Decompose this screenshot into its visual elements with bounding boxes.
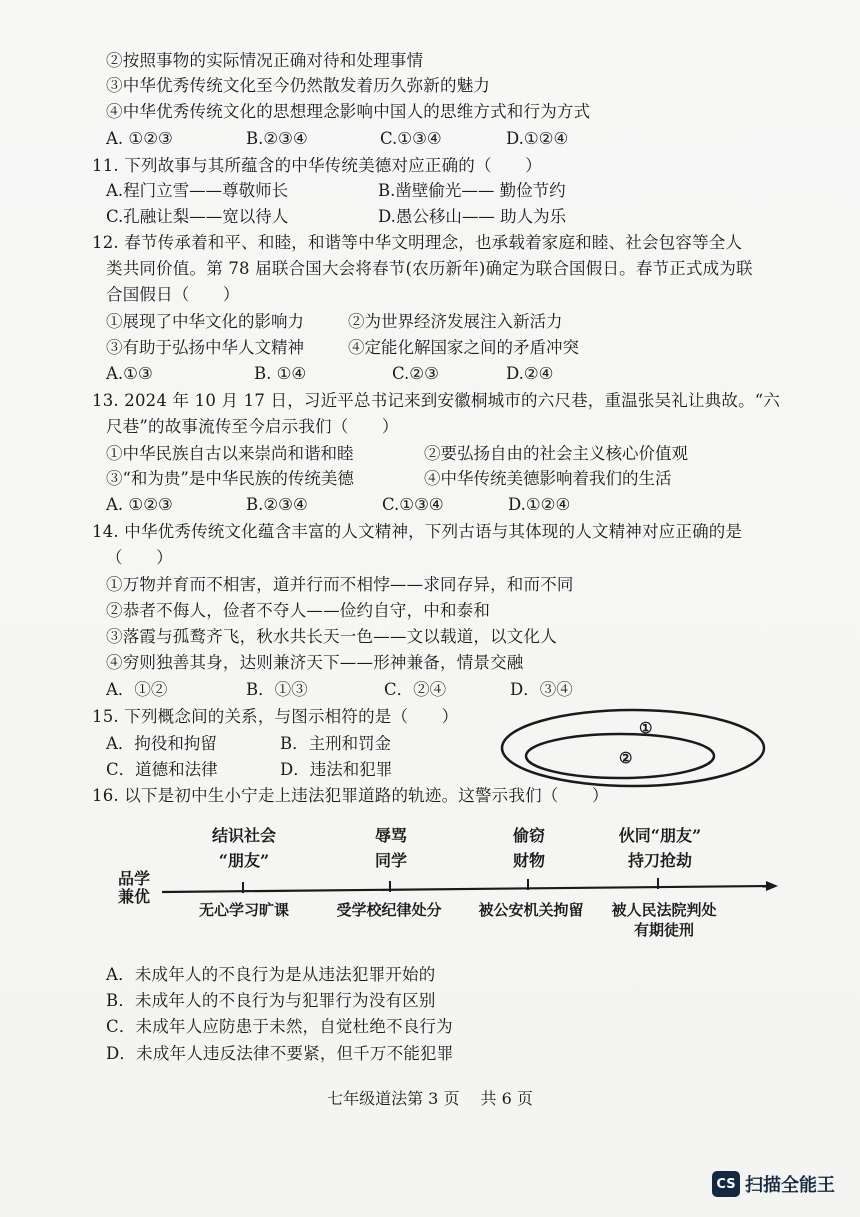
q14-option-b: B．①③ [246, 680, 308, 699]
outer-ellipse [502, 710, 764, 786]
camscanner-logo-icon: CS [712, 1171, 740, 1197]
q10-statement-3: ③中华优秀传统文化至今仍然散发着历久弥新的魅力 [106, 76, 491, 95]
q15-option-c: C．道德和法律 [106, 760, 218, 779]
timeline-stage-1-line1: 结识社会 [211, 826, 276, 845]
q12-stem-line2: 类共同价值。第 78 届联合国大会将春节(农历新年)确定为联合国假日。春节正式成为联 [106, 259, 753, 278]
timeline-stage-2-line1: 辱骂 [374, 826, 407, 845]
q16-option-a: A．未成年人的不良行为是从违法犯罪开始的 [106, 965, 436, 984]
q12-option-a: A.①③ [106, 364, 153, 383]
q14-statement-2: ②恭者不侮人，俭者不夺人——俭约自守，中和泰和 [106, 601, 491, 620]
timeline-consequence-4-line1: 被人民法院判处 [611, 901, 717, 919]
q15-stem: 15. 下列概念间的关系，与图示相符的是（ ） [92, 707, 459, 726]
q12-statement-4: ④定能化解国家之间的矛盾冲突 [348, 338, 579, 357]
q13-statement-2: ②要弘扬自由的社会主义核心价值观 [424, 444, 688, 463]
timeline-diagram [118, 820, 788, 950]
concept-diagram [498, 706, 768, 790]
q15-option-b: B．主刑和罚金 [280, 734, 392, 753]
q13-statement-4: ④中华传统美德影响着我们的生活 [424, 469, 672, 488]
q14-option-a: A．①② [106, 680, 168, 699]
q10-statement-4: ④中华优秀传统文化的思想理念影响中国人的思维方式和行为方式 [106, 102, 591, 121]
q14-statement-3: ③落霞与孤鹜齐飞，秋水共长天一色——文以载道，以文化人 [106, 627, 557, 646]
q14-statement-1: ①万物并育而不相害，道并行而不相悖——求同存异，和而不同 [106, 575, 574, 594]
q13-option-d: D.①②④ [508, 495, 571, 514]
q13-option-b: B.②③④ [246, 495, 308, 514]
timeline-start-line2: 兼优 [118, 887, 151, 906]
q11-option-a: A.程门立雪——尊敬师长 [106, 181, 289, 200]
q10-option-d: D.①②④ [506, 129, 569, 148]
timeline-stage-3-line2: 财物 [512, 851, 545, 870]
timeline-stage-4-line1: 伙同“朋友” [618, 826, 702, 845]
q12-option-c: C.②③ [392, 364, 439, 383]
timeline-stage-2-line2: 同学 [374, 851, 407, 870]
outer-ellipse-label: ① [639, 719, 653, 737]
q16-option-d: D．未成年人违反法律不要紧，但千万不能犯罪 [106, 1044, 454, 1063]
q12-statement-3: ③有助于弘扬中华人文精神 [106, 338, 304, 357]
q14-option-c: C．②④ [384, 680, 447, 699]
q12-stem-line1: 12. 春节传承着和平、和睦，和谐等中华文明理念，也承载着家庭和睦、社会包容等全人 [92, 233, 743, 252]
q11-option-b: B.凿壁偷光—— 勤俭节约 [378, 181, 566, 200]
q13-statement-3: ③“和为贵”是中华民族的传统美德 [106, 469, 354, 488]
q14-stem-line2: （ ） [106, 548, 173, 567]
q13-stem-line1: 13. 2024 年 10 月 17 日，习近平总书记来到安徽桐城市的六尺巷，重温张吴礼让典故。“六 [92, 391, 781, 410]
timeline-stage-4-line2: 持刀抢劫 [627, 851, 692, 870]
q16-stem: 16. 以下是初中生小宁走上违法犯罪道路的轨迹。这警示我们（ ） [92, 786, 609, 805]
q12-option-d: D.②④ [506, 364, 554, 383]
q10-option-c: C.①③④ [380, 129, 442, 148]
q12-option-b: B. ①④ [254, 364, 307, 383]
q10-option-a: A. ①②③ [106, 129, 173, 148]
q12-stem-line3: 合国假日（ ） [106, 285, 240, 304]
q13-stem-line2: 尺巷”的故事流传至今启示我们（ ） [106, 417, 399, 436]
timeline-consequence-2: 受学校纪律处分 [336, 901, 442, 919]
q10-statement-2: ②按照事物的实际情况正确对待和处理事情 [106, 51, 424, 70]
timeline-consequence-3: 被公安机关拘留 [478, 901, 584, 919]
q12-statement-2: ②为世界经济发展注入新活力 [348, 312, 563, 331]
watermark-text: 扫描全能王 [745, 1175, 835, 1196]
q13-statement-1: ①中华民族自古以来崇尚和谐和睦 [106, 444, 354, 463]
q11-option-d: D.愚公移山—— 助人为乐 [378, 207, 567, 226]
q16-option-b: B．未成年人的不良行为与犯罪行为没有区别 [106, 991, 436, 1010]
timeline-axis [162, 886, 770, 892]
inner-ellipse-label: ② [619, 749, 633, 767]
q15-option-a: A．拘役和拘留 [106, 734, 217, 753]
q16-option-c: C．未成年人应防患于未然，自觉杜绝不良行为 [106, 1017, 453, 1036]
timeline-start-line1: 品学 [118, 869, 151, 888]
q13-option-a: A. ①②③ [106, 495, 173, 514]
timeline-stage-3-line1: 偷窃 [512, 826, 545, 845]
timeline-arrowhead [766, 881, 778, 891]
timeline-consequence-4-line2: 有期徒刑 [633, 921, 694, 939]
q14-statement-4: ④穷则独善其身，达则兼济天下——形神兼备，情景交融 [106, 653, 524, 672]
scanner-watermark [712, 1170, 835, 1198]
timeline-consequence-1: 无心学习旷课 [198, 901, 289, 919]
q11-stem: 11. 下列故事与其所蕴含的中华传统美德对应正确的（ ） [92, 156, 542, 175]
q15-option-d: D．违法和犯罪 [280, 760, 393, 779]
q14-option-d: D．③④ [510, 680, 573, 699]
q13-option-c: C.①③④ [382, 495, 444, 514]
timeline-stage-1-line2: “朋友” [218, 851, 270, 870]
q10-option-b: B.②③④ [246, 129, 308, 148]
page-footer: 七年级道法第 3 页 共 6 页 [327, 1089, 533, 1108]
q14-stem-line1: 14. 中华优秀传统文化蕴含丰富的人文精神，下列古语与其体现的人文精神对应正确的是 [92, 522, 743, 541]
q12-statement-1: ①展现了中华文化的影响力 [106, 312, 304, 331]
q11-option-c: C.孔融让梨——宽以待人 [106, 207, 289, 226]
